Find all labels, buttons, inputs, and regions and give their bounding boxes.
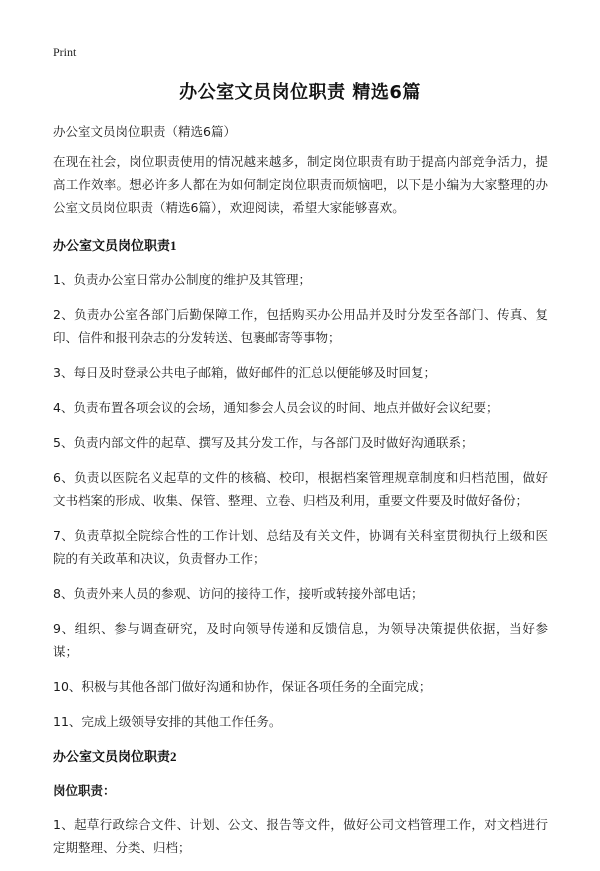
list-item: 1、起草行政综合文件、计划、公文、报告等文件，做好公司文档管理工作，对文档进行定期整理、分类、归档； [53,817,548,855]
print-link[interactable]: Print [53,45,77,59]
section-subheading: 岗位职责： [53,783,116,798]
list-item: 8、负责外来人员的参观、访问的接待工作，接听或转接外部电话； [53,586,424,601]
list-item: 1、负责办公室日常办公制度的维护及其管理； [53,272,311,287]
list-item: 5、负责内部文件的起草、撰写及其分发工作，与各部门及时做好沟通联系； [53,435,474,450]
list-item: 7、负责草拟全院综合性的工作计划、总结及有关文件，协调有关科室贯彻执行上级和医院的有关政革和决议，负责督办工作； [53,528,548,566]
document-subtitle: 办公室文员岗位职责（精选6篇） [53,124,236,139]
section-heading-2: 办公室文员岗位职责2 [53,749,177,764]
list-item: 10、积极与其他各部门做好沟通和协作，保证各项任务的全面完成； [53,679,432,694]
list-item: 9、组织、参与调查研究，及时向领导传递和反馈信息，为领导决策提供依据，当好参谋； [53,621,548,659]
list-item: 3、每日及时登录公共电子邮箱，做好邮件的汇总以便能够及时回复； [53,365,436,380]
intro-paragraph: 在现在社会，岗位职责使用的情况越来越多，制定岗位职责有助于提高内部竞争活力，提高工作效率。想必许多人都在为如何制定岗位职责而烦恼吧，以下是小编为大家整理的办公室文员岗位职责（精选6篇），欢迎阅读，希望大家能够喜欢。 [53,154,548,215]
section-heading-1: 办公室文员岗位职责1 [53,238,177,253]
list-item: 2、负责办公室各部门后勤保障工作，包括购买办公用品并及时分发至各部门、传真、复印、信件和报刊杂志的分发转送、包裹邮寄等事物； [53,307,548,345]
list-item: 6、负责以医院名义起草的文件的核稿、校印，根据档案管理规章制度和归档范围，做好文书档案的形成、收集、保管、整理、立卷、归档及利用，重要文件要及时做好备份； [53,470,548,508]
document-body [53,120,548,871]
list-item: 4、负责布置各项会议的会场，通知参会人员会议的时间、地点并做好会议纪要； [53,400,499,415]
document-title: 办公室文员岗位职责 精选6篇 [179,82,421,103]
list-item: 11、完成上级领导安排的其他工作任务。 [53,714,282,729]
